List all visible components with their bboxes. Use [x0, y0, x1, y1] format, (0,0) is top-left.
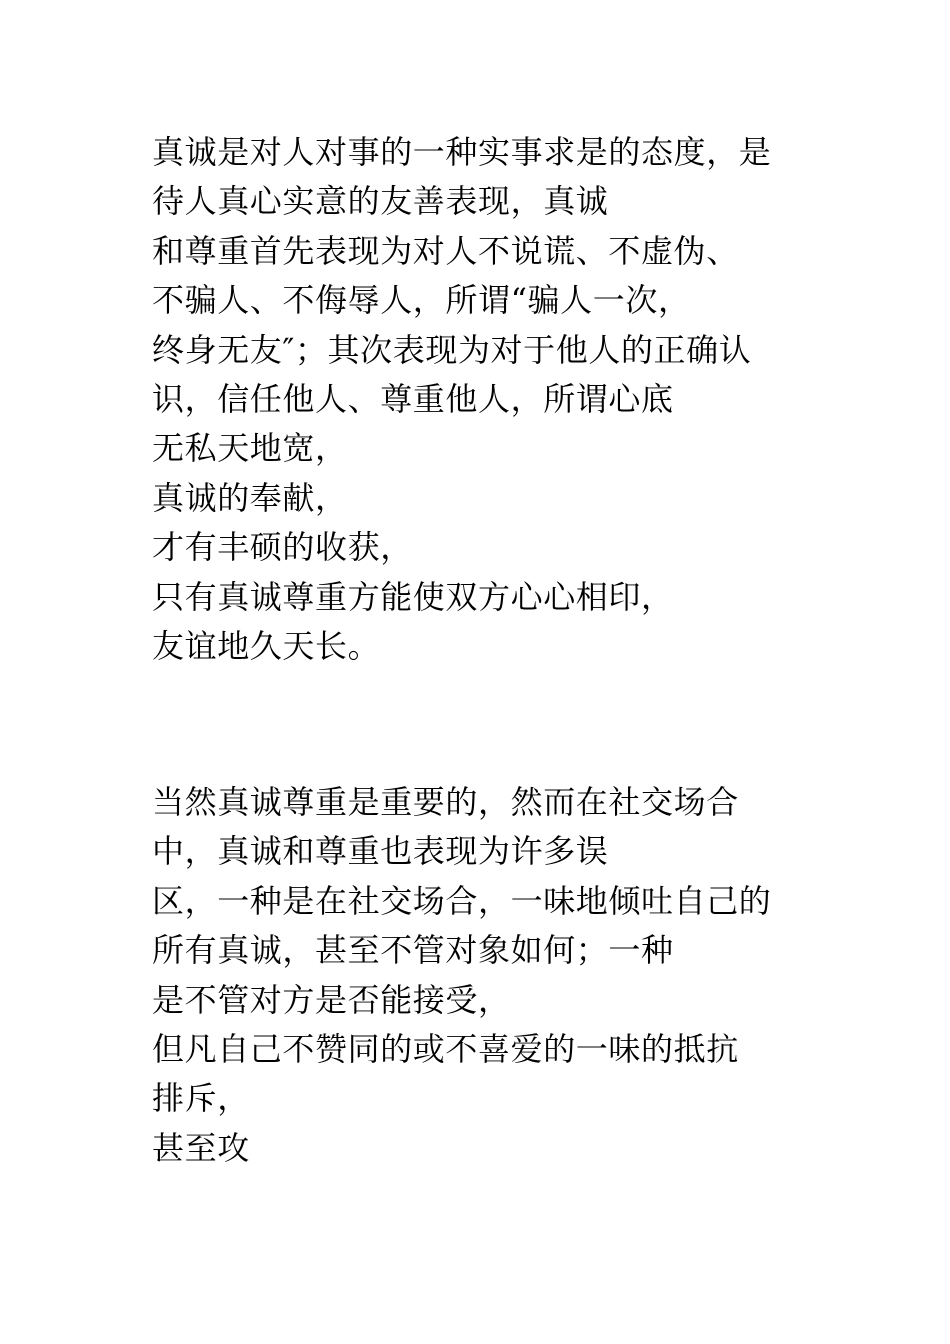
- text-line: 不骗人、不侮辱人，所谓“骗人一次，: [152, 281, 691, 320]
- paragraph-sincerity-respect: [152, 128, 812, 671]
- paragraph-social-misconceptions: [152, 778, 812, 1173]
- text-line: 甚至攻: [152, 1128, 250, 1167]
- text-line: 只有真诚尊重方能使双方心心相印，: [152, 577, 674, 616]
- text-line: 所有真诚，甚至不管对象如何；一种: [152, 931, 674, 970]
- text-line: 待人真心实意的友善表现，真诚: [152, 182, 609, 221]
- text-line: 真诚是对人对事的一种实事求是的态度，是: [152, 133, 772, 171]
- text-line: 和尊重首先表现为对人不说谎、不虚伪、: [152, 231, 739, 270]
- text-line: 区，一种是在社交场合，一味地倾吐自己的: [152, 881, 772, 920]
- text-line: 识，信任他人、尊重他人，所谓心底: [152, 379, 674, 418]
- text-line: 但凡自己不赞同的或不喜爱的一味的抵抗: [152, 1029, 739, 1068]
- text-line: 友谊地久天长。: [152, 626, 381, 665]
- text-line: 中，真诚和尊重也表现为许多误: [152, 832, 609, 871]
- text-line: 终身无友″；其次表现为对于他人的正确认: [152, 330, 752, 369]
- text-line: 是不管对方是否能接受，: [152, 980, 511, 1019]
- text-line: 真诚的奉献，: [152, 478, 348, 517]
- text-line: 当然真诚尊重是重要的，然而在社交场合: [152, 783, 739, 821]
- text-line: 无私天地宽，: [152, 429, 348, 468]
- text-line: 排斥，: [152, 1079, 250, 1118]
- text-line: 才有丰硕的收获，: [152, 528, 413, 567]
